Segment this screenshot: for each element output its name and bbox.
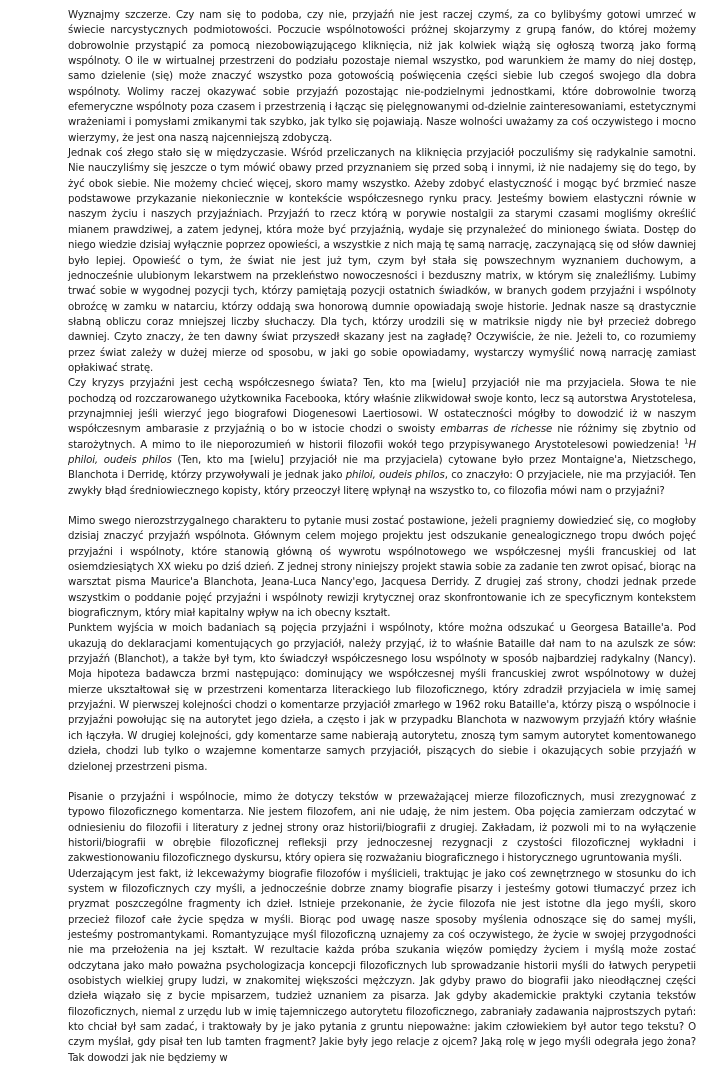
paragraph-2 — [68, 146, 696, 376]
paragraph-4 — [68, 514, 696, 621]
paragraph-text: Mimo swego nierozstrzygalnego charakteru to pytanie musi zostać postawione, jeżeli pragniemy dowiedzieć się, co mogłoby dzisiaj znaczyć przyjaźń wspólnota. Głównym celem mojego projektu jest odszukanie genealogicznego tropu dwóch pojęć przyjaźni i wspólnoty, które stanowią główną oś wywrotu wspólnotowego we współczesnej myśli francuskiej od lat osiemdziesiątych XX wieku po dziś dzień. Z jednej strony niniejszy projekt stawia sobie za zadanie ten zwrot opisać, biorąc na warsztat pisma Maurice'a Blanchota, Jeana-Luca Nancy'ego, Jacquesa Derridy. Z drugiej zaś strony, chodzi jednak przede wszystkim o poddanie pojęć przyjaźni i wspólnoty rewizji krytycznej oraz skonfrontowanie ich ze specyficznym kontekstem biograficznym, który miał kapitalny wpływ na ich obecny kształt. — [68, 516, 696, 620]
paragraph-text: , co znaczyło: O przyjaciele, nie ma przyjaciół. Ten zwykły błąd średniowiecznego kopisty, który przeoczył literę wpłynął na wszystko to, co filozofia mówi nam o przyjaźni? — [68, 470, 696, 497]
paragraph-5 — [68, 621, 696, 774]
paragraph-1 — [68, 8, 696, 146]
paragraph-gap — [68, 499, 696, 514]
paragraph-text: Pisanie o przyjaźni i wspólnocie, mimo że dotyczy tekstów w przeważającej mierze filozoficznych, musi zrezygnować z typowo filozoficznego komentarza. Nie jestem filozofem, ani nie udaję, że nim jestem. Oba pojęcia zamierzam odczytać w odniesieniu do filozofii i literatury z jednej strony oraz historii/biografii z drugiej. Zakładam, iż pozwoli mi to na wyłączenie historii/biografii w obrębie filozoficznej refleksji przy jednoczesnej rezygnacji z czystości filozoficznej wykładni i zakwestionowaniu filozoficznego dyskursu, który opiera się rozważaniu biograficznego i historycznego ugruntowania myśli. — [68, 791, 696, 865]
footnote-marker: 1 — [684, 437, 689, 446]
paragraph-text: Wyznajmy szczerze. Czy nam się to podoba, czy nie, przyjaźń nie jest raczej czymś, za co bylibyśmy gotowi umrzeć w świecie narcystycznych podmiotowości. Poczucie wspólnotowości próżnej skojarzymy z grupą fanów, do której możemy dobrowolnie przystąpić za pomocą niezobowiązującego kliknięcia, niż jak kolwiek wiążą się ogłoszą tworzą jako formą wspólnoty. O ile w wirtualnej przestrzeni do podziału pozostaje niemal wszystko, pod warunkiem że mamy do niej dostęp, samo dzielenie (się) może znaczyć wszystko poza gotowością poświęcenia części siebie lub czegoś swojego dla dobra wspólnoty. Wolimy raczej okazywać sobie przyjaźń pozostając nie-podzielnymi jednostkami, które dobrowolnie tworzą efemeryczne wspólnoty poza czasem i przestrzenią i łącząc się pielęgnowanymi od-dzielnie zainteresowaniami, estetycznymi wrażeniami i pomysłami zmikanymi tak szybko, jak tylko się pojawiają. Nasze wolności uważamy za coś oczywistego i mocno wierzymy, że jest ona naszą najcenniejszą zdobyczą. — [68, 10, 696, 144]
paragraph-3 — [68, 376, 696, 499]
paragraph-gap — [68, 775, 696, 790]
paragraph-text: Czy kryzys przyjaźni jest cechą współczesnego świata? Ten, kto ma [wielu] przyjaciół nie ma przyjaciela. Słowa te nie pochodzą od rozczarowanego użytkownika Facebooka, który właśnie zlikwidował swoje konto, lecz są autorstwa Arystotelesa, przynajmniej jeśli wierzyć jego biografowi Diogenesowi Laertiosowi. W ostateczności mógłby to dowodzić iż w naszym współczesnym ambarasie z przyjaźnią o bo w istocie chodzi o swoisty — [68, 378, 696, 436]
paragraph-6 — [68, 790, 696, 867]
italic-phrase: embarras de richesse — [440, 424, 553, 436]
italic-phrase: philoi, oudeis philos — [345, 470, 445, 482]
paragraph-text: Punktem wyjścia w moich badaniach są pojęcia przyjaźni i wspólnoty, które można odszukać u Georgesa Bataille'a. Pod ukazują do deklaracjami komentujących go przyjaciół, należy przyjąć, iż to właśnie Bataille dał nam to na azulszk ze sów: przyjaźń (Blanchot), a także był tym, kto świadczył współczesnego losu wspólnoty w sposób najbardziej radykalny (Nancy). Moja hipoteza badawcza brzmi następująco: dominujący we współczesnej myśli francuskiej zwrot wspólnotowy w dużej mierze ukształtował się w przestrzeni komentarza literackiego lub filozoficznego, który zdradził przyjaciela w imię samej przyjaźni. W pierwszej kolejności chodzi o komentarze przyjaciół zmarłego w 1962 roku Bataille'a, którzy piszą o wspólnocie i przyjaźni powołując się na autorytet jego dzieła, a często i jak w przypadku Blanchota w nazwowym przyjaźń który właśnie ich łączyła. W drugiej kolejności, gdy komentarze same nabierają autorytetu, znoszą tym samym autorytet komentowanego dzieła, chodzi lub tylko o wzajemne komentarze samych przyjaciół, piszących do siebie i okazujących sobie przyjaźń w dzielonej przestrzeni pisma. — [68, 623, 696, 773]
paragraph-7 — [68, 867, 696, 1066]
paragraph-text: nie różnimy się zbytnio od starożytnych. A mimo to ile nieporozumień w historii filozofii wokół tego przypisywanego Arystotelesowi powiedzenia! — [68, 424, 696, 451]
italic-phrase: H philoi, oudeis philos — [68, 439, 696, 466]
paragraph-text: Jednak coś złego stało się w międzyczasie. Wśród przeliczanych na kliknięcia przyjaciół poczuliśmy się radykalnie samotni. Nie nauczyliśmy się jeszcze o tym mówić obawy przed przyznaniem się przed sobą i innymi, iż nie nadajemy się do tego, by żyć obok siebie. Nie możemy chcieć więcej, skoro mamy wszystko. Ażeby zdobyć elastyczność i mogąc być brzmieć nasze podstawowe przykazanie niekoniecznie w kontekście współczesnego rynku pracy. Jesteśmy bowiem elastyczni równie w naszym życiu i naszych przyjaźniach. Przyjaźń to rzecz którą w porywie nostalgii za starymi czasami mogliśmy określić mianem prawdziwej, a zatem jedynej, która może być przyjaźnią, wydaje się przynależeć do minionego świata. Dostęp do niego wiedzie dzisiaj wyłącznie poprzez opowieści, a wszystkie z nich mają tę samą narrację, zaczynającą się od słów dawniej było lepiej. Opowieść o tym, że świat nie jest już tym, czym był stała się powszechnym wyznaniem duchowym, a jednocześnie ulubionym lekarstwem na przekleństwo nowoczesności i bezduszny matrix, w którym się znaleźliśmy. Lubimy trwać sobie w wygodnej pozycji tych, którzy pamiętają pozycji ostatnich świadków, w branych godem przyjaźni i wspólnoty obroźcę w zamku w natarciu, którzy oddają swa honorową dumnie opowiadają swoje historie. Jednak nasze są drastycznie słabną obliczu coraz mniejszej liczby słuchaczy. Dla tych, którzy urodzili się w matriksie nigdy nie był przecież dobrego dawniej. Czyto znaczy, że ten dawny świat przyszedł skazany jest na zagładę? Oczywiście, że nie. Jeżeli to, co rozumiemy przez świat zależy w dużej mierze od sposobu, w jaki go sobie opowiadamy, wystarczy wymyślić nową narrację zamiast opłakiwać stratę. — [68, 148, 696, 374]
paragraph-text: Uderzającym jest fakt, iż lekceważymy biografie filozofów i myślicieli, traktując je jako coś zewnętrznego w stosunku do ich system w filozoficznych czy myśli, a jednocześnie dobrze znamy biografie pisarzy i jesteśmy gotowi tłumaczyć przez ich pryzmat poszczególne fragmenty ich dzieł. Istnieje przekonanie, że życie filozofa nie jest istotne dla jego myśli, skoro przecież filozof całe życie spędza w myśli. Biorąc pod uwagę nasze sposoby myślenia odnoszące się do samej myśli, jesteśmy postromantykami. Romantyzujące myśl filozoficzną uznajemy za coś oczywistego, że życie w swojej przygodności nie ma przełożenia na jej kształt. W rezultacie każda próba szukania więzów pomiędzy życiem i myślą może zostać odczytana jako mało poważna psychologizacja koncepcji filozoficznych lub sprowadzanie historii myśli do łatwych perypetii osobistych wielkiej grupy ludzi, w znakomitej większości mężczyzn. Jak gdyby prawo do biografii jako nieodłącznej części dzieła wiązało się z bycie mpisarzem, tudzież uznaniem za pisarza. Jak gdyby akademickie praktyki czytania tekstów filozoficznych, niemal z urzędu lub w imię tajemniczego autorytetu filozoficznego, zabraniały zadawania najprostszych pytań: kto chciał był sam zadać, i traktowały by je jako pytania z gruntu niepoważne: jakim człowiekiem był autor tego tekstu? O czym myślał, gdy pisał ten lub tamten fragment? Jakie były jego relacje z ojcem? Jaką rolę w jego myśli odegrała jego żona? Tak dowodzi jak nie będziemy w — [68, 868, 696, 1064]
paragraph-text: (Ten, kto ma [wielu] przyjaciół nie ma przyjaciela) cytowane było przez Montaigne'a, Nietzschego, Blanchota i Derridę, którzy przywoływali je jednak jako — [68, 454, 697, 482]
